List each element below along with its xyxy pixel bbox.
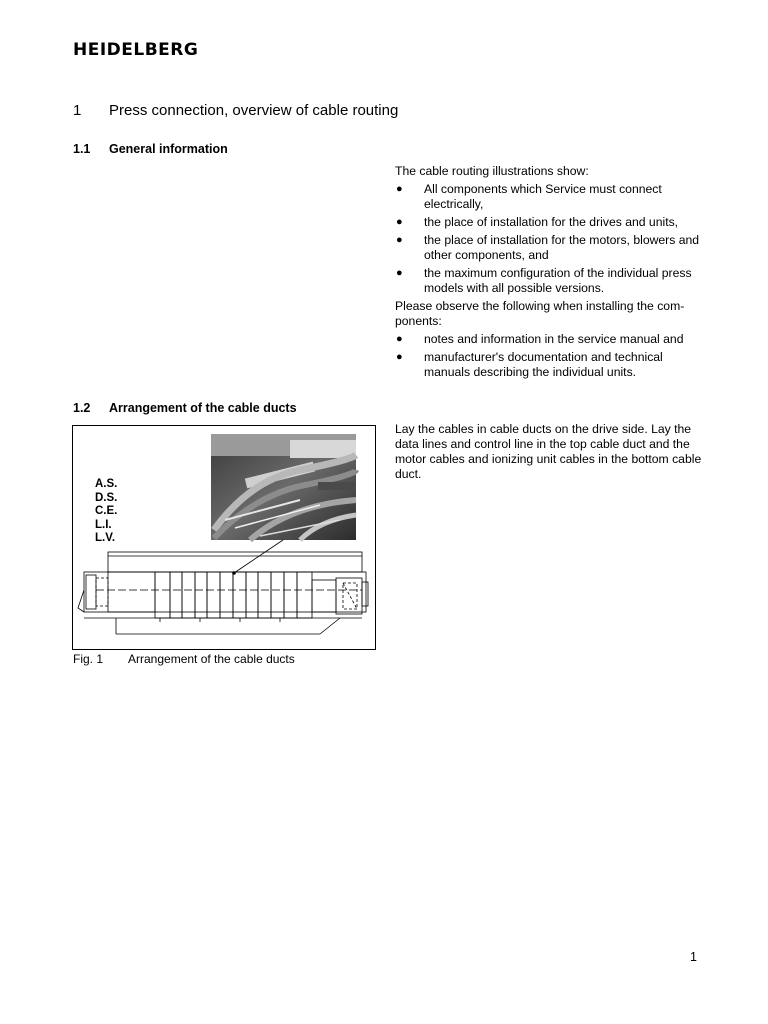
cable-duct-photo [211, 434, 356, 540]
caption-text: Arrangement of the cable ducts [128, 652, 295, 666]
observe-paragraph: Please observe the following when installing the com-ponents: [395, 299, 685, 328]
list-item: ● the maximum configuration of the individual press models with all possible versions. [396, 266, 692, 295]
label-as: A.S. [95, 478, 118, 490]
bullet-icon: ● [396, 267, 403, 279]
figure-labels [95, 478, 117, 546]
section-1-2-number: 1.2 [73, 401, 91, 415]
label-ce: C.E. [95, 505, 118, 517]
section-1-1-number: 1.1 [73, 142, 91, 156]
cable-ducts-paragraph: Lay the cables in cable ducts on the drive side. Lay the data lines and control line in the top cable duct and the motor cables and ionizing unit cables in the bottom cable duct. [395, 422, 702, 481]
heidelberg-logo: HEIDELBERG [73, 40, 199, 60]
intro-paragraph: The cable routing illustrations show: [395, 164, 589, 178]
label-lv: L.V. [95, 532, 116, 544]
list-item: ● the place of installation for the motors, blowers and other components, and [396, 233, 700, 262]
section-1-2-title: Arrangement of the cable ducts [109, 401, 297, 415]
press-outline [78, 552, 368, 634]
list-item: ● manufacturer's documentation and technical manuals describing the individual units. [396, 350, 663, 379]
section-1-1-title: General information [109, 142, 228, 156]
caption-number: Fig. 1 [73, 652, 104, 666]
label-li: L.I. [95, 518, 112, 531]
bullet-icon: ● [396, 216, 403, 228]
bullet-icon: ● [396, 234, 403, 246]
page-number: 1 [690, 950, 697, 964]
bullet-icon: ● [396, 351, 403, 363]
bullet-icon: ● [396, 183, 403, 195]
bullet-icon: ● [396, 333, 403, 345]
list-item: ● notes and information in the service manual and [396, 332, 684, 346]
list-item: ● the place of installation for the drives and units, [396, 215, 679, 229]
section-1-title: Press connection, overview of cable routing [109, 102, 399, 119]
section-1-number: 1 [73, 102, 82, 119]
label-ds: D.S. [95, 491, 118, 504]
list-item: ● All components which Service must connect electrically, [396, 182, 662, 211]
